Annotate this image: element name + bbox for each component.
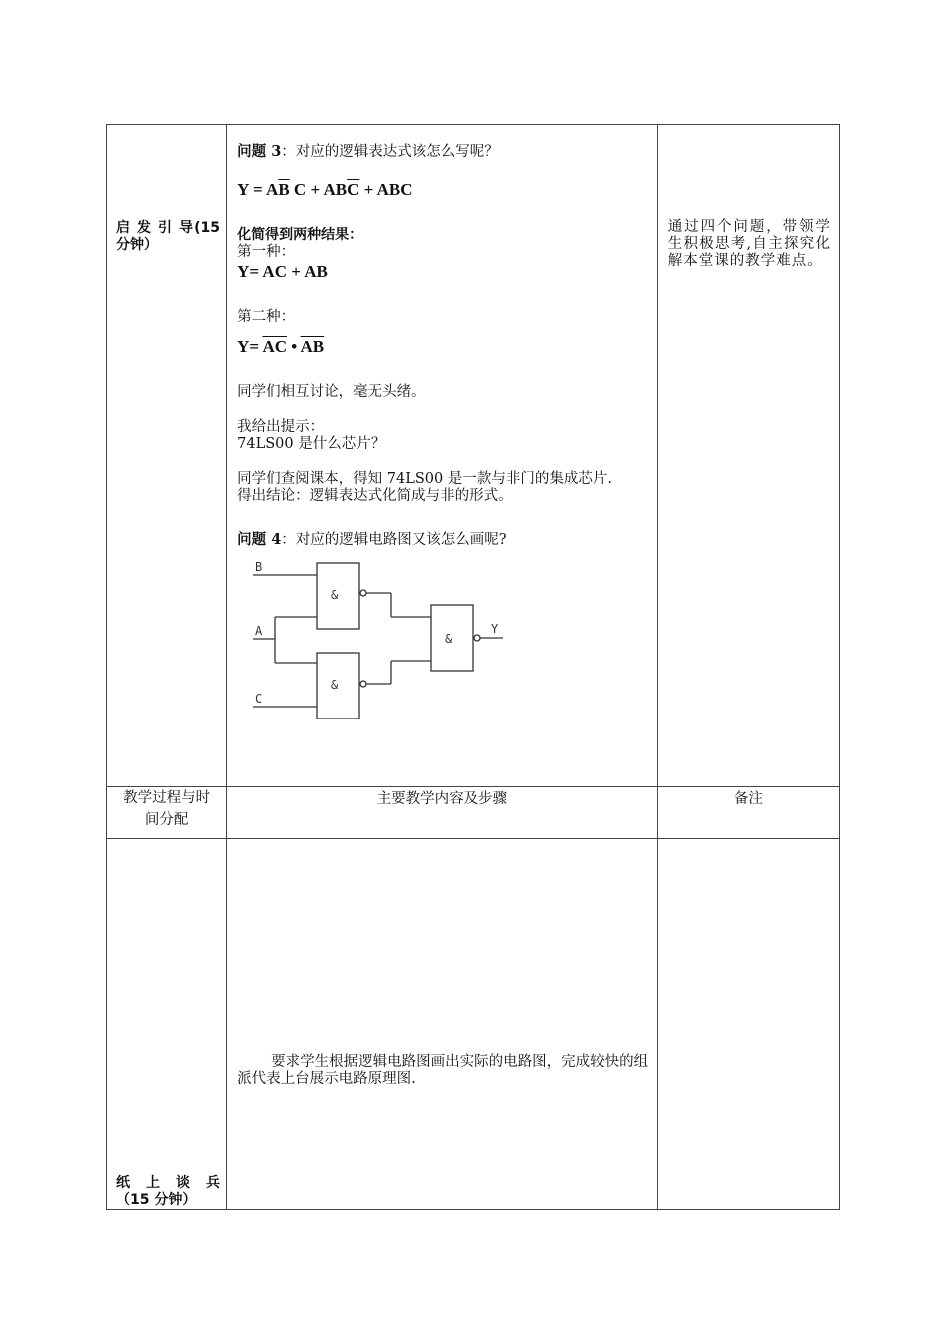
- result-2: $Y= \overline{AC}$ • $\overline{AB}$: [237, 337, 325, 356]
- label-b: B: [255, 560, 263, 574]
- discussion-text: 同学们相互讨论，毫无头绪。: [237, 384, 426, 400]
- gate-symbol-2: &: [331, 678, 339, 692]
- result-1: Y= AC + AB: [237, 262, 328, 281]
- formula-expression: $Y = A\overline{B}$ $C + AB\overline{C}$ + ABC: [237, 180, 413, 199]
- inverter-bubble-2: [360, 681, 366, 687]
- first-kind-label: 第一种：: [237, 244, 296, 260]
- second-kind-label: 第二种：: [237, 309, 296, 325]
- phase-cell-guidance: [107, 125, 227, 787]
- header-row: [107, 787, 840, 839]
- note-cell-guidance: [657, 125, 839, 787]
- hint-text: 我给出提示：: [237, 419, 325, 435]
- label-c: C: [255, 692, 263, 706]
- label-y: Y: [491, 622, 499, 636]
- reading-text: 同学们查阅课本，得知 74LS00 是一款与非门的集成芯片.: [237, 471, 612, 487]
- header-process-time: 教学过程与时间分配: [107, 787, 227, 839]
- question-4: 问题 4：对应的逻辑电路图又该怎么画呢?: [237, 531, 507, 548]
- row-guidance: [107, 125, 840, 787]
- practice-content: 要求学生根据逻辑电路图画出实际的电路图，完成较快的组派代表上台展示电路原理图.: [237, 1053, 649, 1087]
- simplify-heading: 化简得到两种结果：: [237, 227, 364, 243]
- logic-circuit-diagram: [251, 557, 511, 719]
- header-remarks: 备注: [657, 787, 839, 839]
- gate-symbol-1: &: [331, 588, 339, 602]
- content-cell-paper-practice: [227, 839, 658, 1210]
- header-main-content: 主要教学内容及步骤: [227, 787, 658, 839]
- content-cell-guidance: [227, 125, 658, 787]
- inverter-bubble-1: [360, 590, 366, 596]
- lesson-plan-table: [106, 124, 840, 1210]
- label-a: A: [255, 624, 263, 638]
- gate-symbol-3: &: [445, 632, 453, 646]
- note-cell-paper-practice: [657, 839, 839, 1210]
- conclusion-text: 得出结论：逻辑表达式化简成与非的形式。: [237, 488, 513, 504]
- hint-question: 74LS00 是什么芯片？: [237, 436, 386, 452]
- inverter-bubble-3: [474, 635, 480, 641]
- phase-label-paper-practice: 纸 上 谈 兵 （15 分钟）: [116, 1175, 220, 1208]
- phase-label-guidance: 启 发 引 导(15 分钟）: [116, 220, 220, 253]
- phase-cell-paper-practice: [107, 839, 227, 1210]
- note-text: 通过四个问题，带领学生积极思考,自主探究化解本堂课的教学难点。: [667, 219, 831, 269]
- row-paper-practice: [107, 839, 840, 1210]
- question-3: 问题 3：对应的逻辑表达式该怎么写呢？: [237, 143, 499, 160]
